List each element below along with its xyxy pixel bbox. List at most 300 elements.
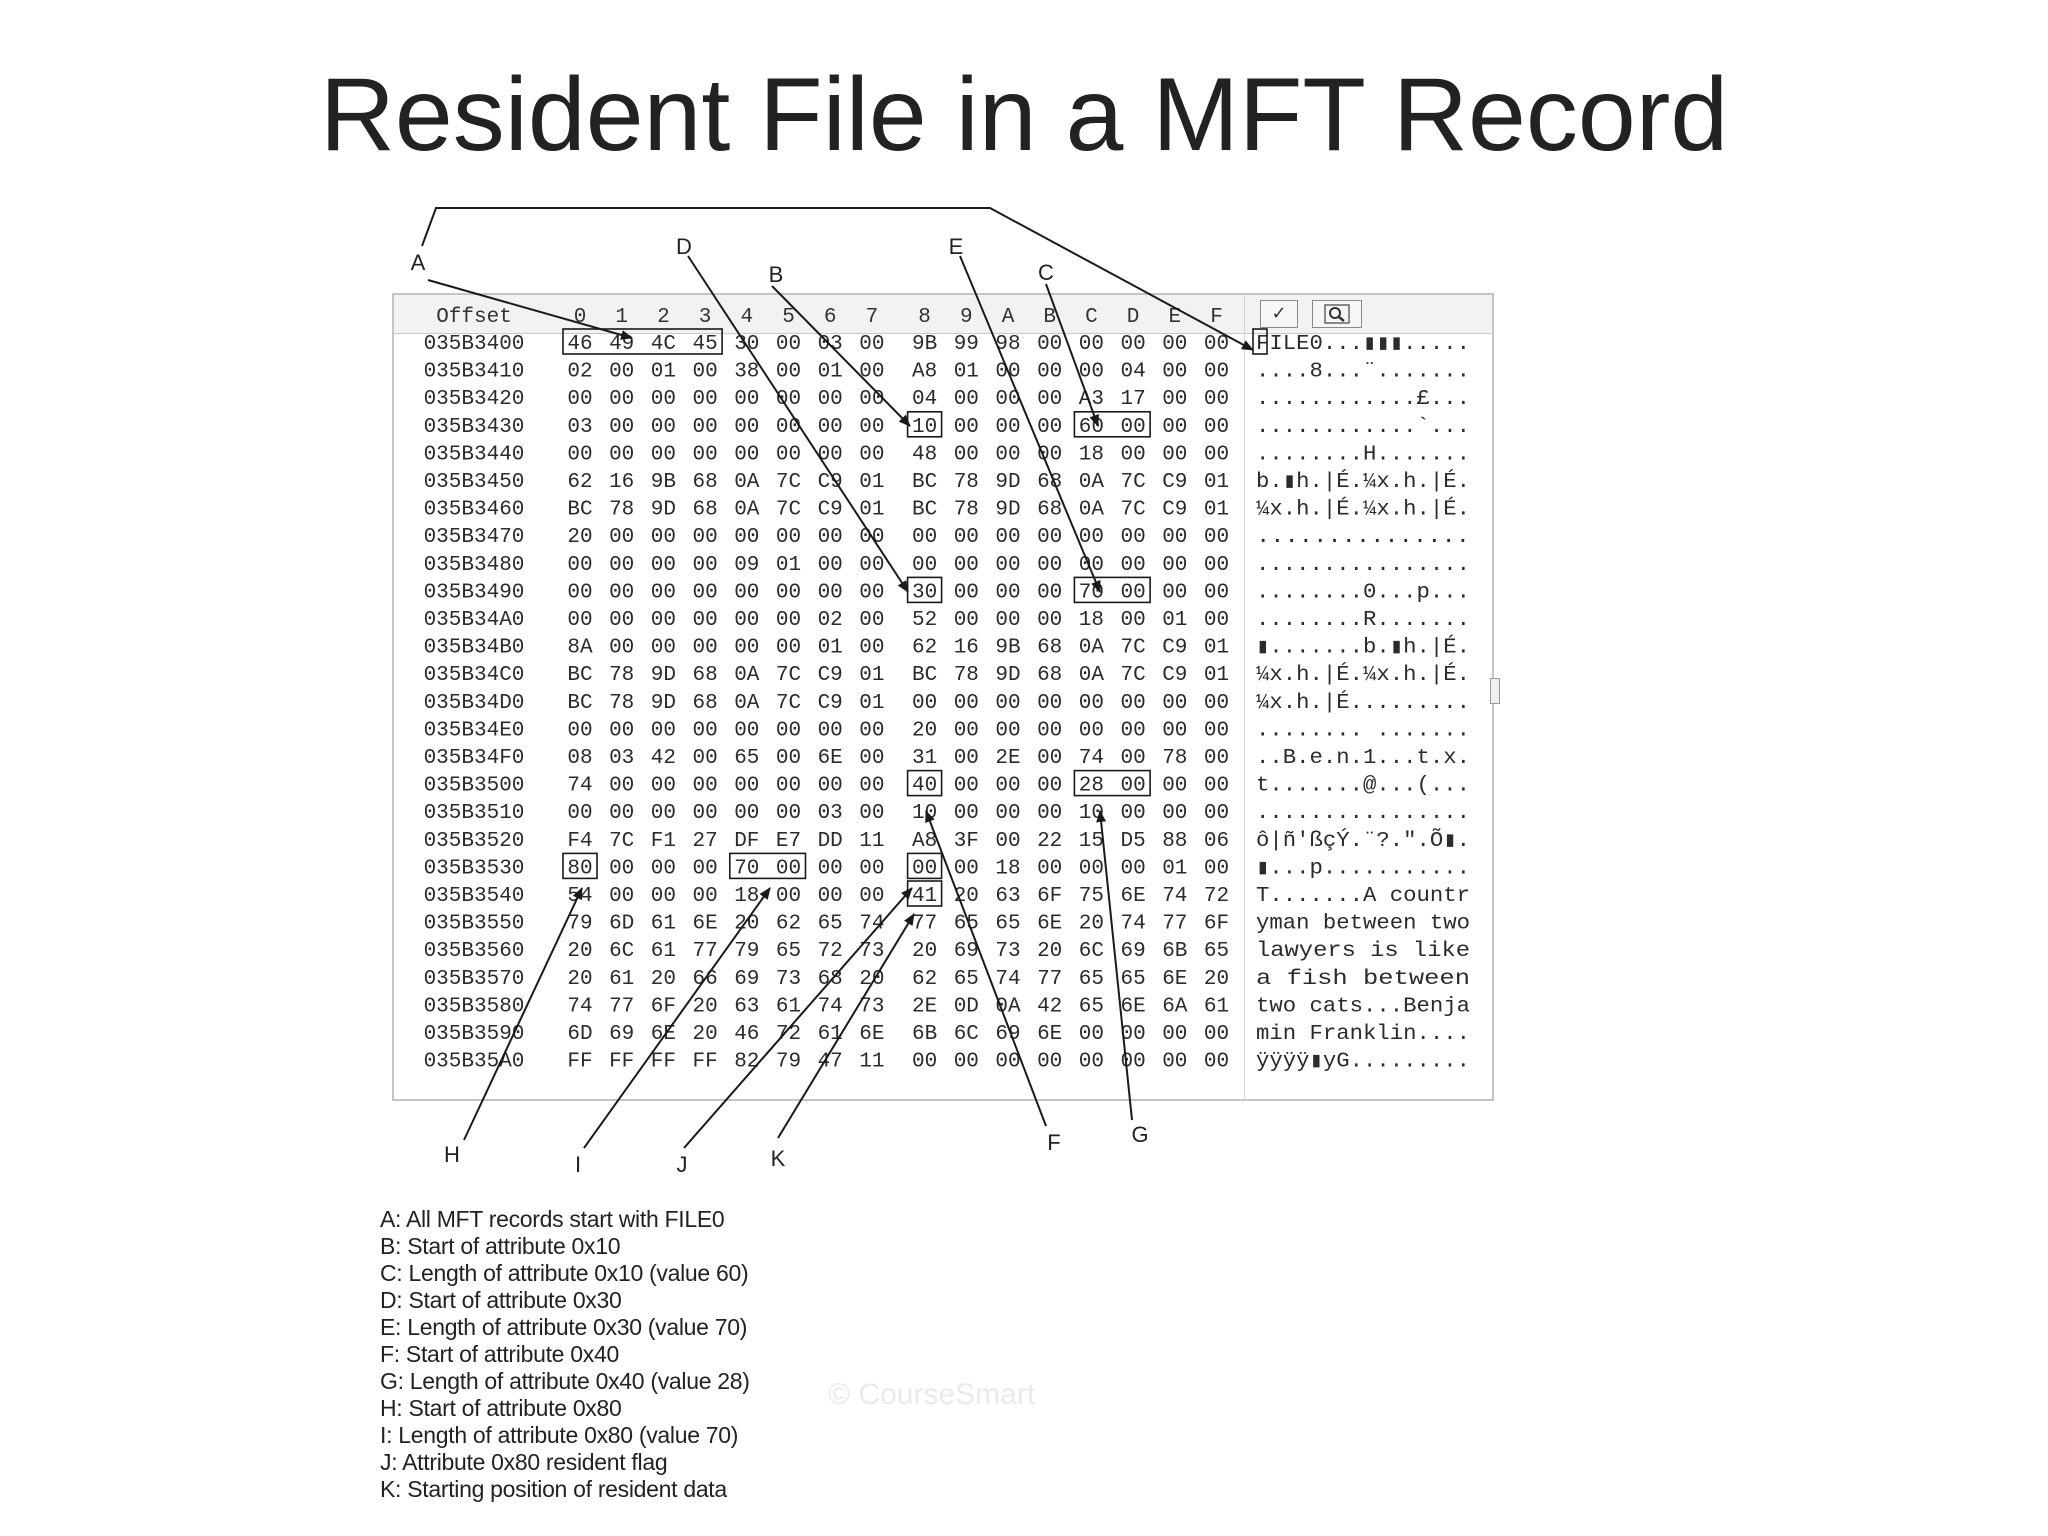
hex-byte: 66 — [692, 967, 718, 991]
callout-line-f — [926, 811, 1046, 1126]
hex-byte: A8 — [911, 829, 938, 853]
hex-byte: 11 — [859, 1050, 885, 1074]
hex-byte: 7C — [775, 691, 802, 715]
hex-byte: 7C — [775, 664, 802, 688]
column-header: 6 — [823, 306, 837, 329]
hex-byte: 00 — [650, 802, 677, 826]
hex-byte: 00 — [911, 857, 938, 881]
hex-byte: 00 — [609, 609, 635, 632]
hex-byte: 00 — [953, 388, 979, 412]
ascii-text: yman between two — [1256, 912, 1470, 936]
hex-byte: 61 — [817, 1023, 843, 1046]
callout-label-c: C — [1038, 260, 1054, 285]
hex-byte: 00 — [692, 857, 718, 881]
hex-byte: 46 — [567, 333, 593, 356]
hex-byte: 61 — [775, 995, 802, 1019]
hex-byte: 65 — [995, 912, 1021, 936]
hex-byte: 61 — [650, 940, 677, 964]
hex-byte: 00 — [817, 443, 843, 467]
row-offset: 035B3560 — [423, 940, 525, 964]
hex-byte: 00 — [1120, 857, 1146, 881]
hex-byte: 61 — [609, 967, 635, 991]
hex-byte: 22 — [1037, 829, 1063, 853]
hex-byte: 00 — [953, 802, 979, 826]
hex-byte: 6E — [1120, 995, 1146, 1019]
hex-byte: 00 — [1120, 1050, 1146, 1074]
hex-byte: 00 — [609, 553, 635, 577]
callout-label-h: H — [444, 1142, 460, 1167]
hex-byte: 00 — [1120, 1023, 1146, 1046]
hex-byte: 0A — [1078, 498, 1105, 522]
hex-byte: 2E — [995, 747, 1021, 770]
hex-byte: 10 — [1078, 802, 1105, 826]
hex-byte: 60 — [1078, 415, 1105, 439]
hex-byte: 00 — [859, 747, 885, 770]
callout-label-g: G — [1131, 1122, 1149, 1147]
hex-byte: 01 — [859, 691, 885, 715]
callout-label-a: A — [410, 250, 426, 275]
hex-byte: 63 — [734, 995, 760, 1019]
hex-byte: 00 — [1037, 802, 1063, 826]
hex-byte: 30 — [734, 333, 760, 356]
hex-byte: 00 — [1037, 388, 1063, 412]
hex-byte: 00 — [1037, 719, 1063, 743]
hex-byte: 9D — [995, 498, 1021, 522]
hex-byte: 7C — [1120, 664, 1146, 688]
hex-row — [424, 333, 1470, 356]
hex-byte: 65 — [953, 912, 979, 936]
ascii-text: a fish between — [1256, 967, 1470, 991]
hex-byte: 00 — [1203, 388, 1230, 412]
hex-byte: 00 — [1203, 747, 1230, 770]
hex-byte: 00 — [1203, 526, 1230, 550]
hex-byte: 78 — [609, 498, 635, 522]
hex-byte: 74 — [1120, 912, 1146, 936]
hex-row — [424, 443, 1470, 466]
hex-byte: 65 — [1120, 967, 1146, 991]
hex-byte: 00 — [1162, 581, 1188, 605]
hex-byte: 20 — [567, 526, 593, 550]
hex-byte: 00 — [1120, 443, 1146, 467]
hex-byte: 00 — [609, 802, 635, 826]
hex-byte: 01 — [1203, 471, 1230, 494]
hex-byte: 00 — [1037, 415, 1063, 439]
hex-byte: 00 — [1120, 609, 1146, 632]
hex-byte: 77 — [1162, 912, 1188, 936]
hex-byte: 00 — [734, 719, 760, 743]
hex-byte: 01 — [859, 498, 885, 522]
hex-byte: 00 — [1162, 719, 1188, 743]
hex-row — [424, 775, 1470, 798]
hex-byte: 9B — [911, 333, 938, 356]
hex-byte: FF — [650, 1050, 677, 1074]
hex-byte: 41 — [911, 885, 938, 908]
hex-byte: 00 — [859, 581, 885, 605]
hex-byte: C9 — [1162, 664, 1188, 688]
hex-byte: 00 — [734, 526, 760, 550]
ascii-text: ....8...¨....... — [1256, 360, 1470, 384]
hex-row — [424, 968, 1470, 991]
hex-byte: 00 — [775, 636, 802, 660]
hex-byte: 00 — [775, 774, 802, 798]
column-header: 4 — [740, 306, 754, 329]
hex-byte: 74 — [1078, 747, 1105, 770]
hex-byte: 4C — [650, 333, 677, 356]
legend-item: D: Start of attribute 0x30 — [380, 1287, 622, 1313]
hex-byte: 00 — [953, 553, 979, 577]
hex-byte: 00 — [817, 526, 843, 550]
hex-byte: 20 — [692, 995, 718, 1019]
hex-byte: 00 — [995, 388, 1021, 412]
hex-byte: 01 — [953, 360, 979, 384]
row-offset: 035B3540 — [423, 885, 525, 908]
hex-byte: 74 — [817, 995, 843, 1019]
hex-byte: 00 — [1162, 774, 1188, 798]
hex-byte: 01 — [817, 636, 843, 660]
hex-byte: 00 — [817, 885, 843, 908]
hex-byte: 00 — [859, 609, 885, 632]
hex-row — [424, 636, 1470, 660]
hex-byte: 80 — [567, 857, 593, 881]
check-icon: ✓ — [1271, 303, 1287, 324]
row-offset: 035B3450 — [423, 471, 525, 494]
hex-byte: 00 — [1078, 691, 1105, 715]
hex-byte: 00 — [859, 636, 885, 660]
hex-byte: 00 — [609, 388, 635, 412]
hex-byte: 0A — [1078, 664, 1105, 688]
hex-row — [424, 913, 1470, 936]
hex-byte: 20 — [567, 940, 593, 964]
hex-byte: 00 — [953, 719, 979, 743]
hex-byte: 00 — [911, 1050, 938, 1074]
hex-byte: 00 — [995, 774, 1021, 798]
hex-byte: 65 — [953, 967, 979, 991]
hex-byte: 00 — [1037, 333, 1063, 356]
hex-byte: 79 — [567, 912, 593, 936]
hex-byte: 00 — [1037, 857, 1063, 881]
hex-byte: 00 — [1162, 388, 1188, 412]
column-header: F — [1210, 306, 1223, 329]
hex-byte: 00 — [1037, 581, 1063, 605]
hex-byte: 40 — [911, 774, 938, 798]
column-header: B — [1043, 306, 1057, 329]
hex-byte: 01 — [859, 471, 885, 494]
hex-byte: 00 — [775, 333, 802, 356]
hex-byte: 00 — [775, 747, 802, 770]
row-offset: 035B34B0 — [423, 636, 525, 660]
hex-byte: 20 — [859, 967, 885, 991]
row-offset: 035B3460 — [423, 498, 525, 522]
hex-byte: 30 — [911, 581, 938, 605]
hex-byte: 00 — [817, 857, 843, 881]
hex-byte: 47 — [817, 1050, 843, 1074]
hex-byte: 00 — [692, 443, 718, 467]
hex-byte: 00 — [1203, 1050, 1230, 1074]
hex-row — [424, 1023, 1470, 1046]
hex-byte: 68 — [692, 691, 718, 715]
hex-byte: 74 — [859, 912, 885, 936]
hex-byte: 00 — [692, 719, 718, 743]
callout-label-b: B — [768, 262, 784, 287]
hex-byte: 00 — [650, 443, 677, 467]
hex-byte: 00 — [567, 581, 593, 605]
hex-byte: 00 — [995, 609, 1021, 632]
hex-byte: 00 — [1037, 774, 1063, 798]
hex-byte: 00 — [1203, 415, 1230, 439]
legend-item: J: Attribute 0x80 resident flag — [380, 1449, 668, 1475]
hex-byte: 00 — [817, 415, 843, 439]
hex-byte: 7C — [775, 471, 802, 494]
hex-byte: 00 — [1203, 691, 1230, 715]
hex-byte: 77 — [692, 940, 718, 964]
hex-byte: 9D — [995, 664, 1021, 688]
hex-byte: C9 — [1162, 471, 1188, 494]
hex-byte: 7C — [1120, 471, 1146, 494]
hex-row — [424, 857, 1470, 880]
hex-byte: 65 — [775, 940, 802, 964]
legend-item: H: Start of attribute 0x80 — [380, 1395, 622, 1421]
hex-byte: 6E — [1120, 885, 1146, 908]
hex-byte: 68 — [1037, 498, 1063, 522]
ascii-text: ................ — [1256, 553, 1470, 577]
hex-byte: 00 — [859, 443, 885, 467]
hex-byte: 00 — [1078, 1050, 1105, 1074]
hex-byte: 62 — [775, 912, 802, 936]
hex-byte: 00 — [859, 333, 885, 356]
hex-byte: 00 — [1203, 774, 1230, 798]
hex-byte: 68 — [1037, 664, 1063, 688]
row-offset: 035B34F0 — [423, 747, 525, 770]
row-offset: 035B34C0 — [423, 664, 525, 688]
hex-byte: D5 — [1120, 829, 1146, 853]
legend-item: A: All MFT records start with FILE0 — [380, 1206, 725, 1232]
hex-byte: FF — [609, 1050, 635, 1074]
hex-byte: 00 — [692, 553, 718, 577]
hex-byte: 73 — [995, 940, 1021, 964]
row-offset: 035B3410 — [423, 360, 525, 384]
hex-byte: 01 — [859, 664, 885, 688]
hex-byte: 7C — [1120, 498, 1146, 522]
hex-byte: 00 — [953, 691, 979, 715]
hex-byte: DD — [817, 829, 843, 853]
hex-byte: 00 — [953, 747, 979, 770]
legend-item: E: Length of attribute 0x30 (value 70) — [380, 1314, 748, 1340]
hex-byte: 00 — [775, 802, 802, 826]
hex-byte: 00 — [692, 636, 718, 660]
hex-byte: 01 — [1162, 857, 1188, 881]
hex-byte: 62 — [911, 636, 938, 660]
hex-byte: 27 — [692, 829, 718, 853]
hex-row — [424, 361, 1470, 384]
hex-byte: 18 — [734, 885, 760, 908]
hex-byte: 00 — [1120, 526, 1146, 550]
hex-byte: 00 — [995, 719, 1021, 743]
ascii-text: two cats...Benja — [1256, 995, 1470, 1019]
hex-byte: 45 — [692, 333, 718, 356]
hex-byte: 79 — [775, 1050, 802, 1074]
hex-byte: 00 — [859, 774, 885, 798]
hex-byte: 78 — [953, 471, 979, 494]
hex-byte: 31 — [911, 747, 938, 770]
hex-byte: 00 — [1078, 333, 1105, 356]
hex-byte: 20 — [1037, 940, 1063, 964]
hex-byte: 00 — [1203, 443, 1230, 467]
hex-byte: 00 — [859, 719, 885, 743]
hex-row — [424, 609, 1470, 632]
hex-row — [424, 416, 1470, 439]
hex-byte: 00 — [734, 609, 760, 632]
hex-row — [424, 526, 1470, 549]
hex-byte: 00 — [609, 636, 635, 660]
hex-byte: BC — [567, 498, 593, 522]
hex-byte: 88 — [1162, 829, 1188, 853]
hex-byte: C9 — [817, 498, 843, 522]
hex-byte: 00 — [734, 636, 760, 660]
hex-byte: 00 — [1037, 360, 1063, 384]
hex-byte: FF — [567, 1050, 593, 1074]
hex-row — [424, 663, 1470, 687]
hex-byte: 20 — [911, 719, 938, 743]
hex-row — [424, 719, 1470, 742]
hex-byte: 00 — [734, 415, 760, 439]
hex-byte: 74 — [1162, 885, 1188, 908]
hex-byte: 00 — [1162, 802, 1188, 826]
hex-byte: 00 — [817, 581, 843, 605]
hex-byte: 00 — [650, 581, 677, 605]
hex-byte: 00 — [734, 388, 760, 412]
hex-byte: 02 — [567, 360, 593, 384]
hex-byte: 78 — [953, 664, 979, 688]
hex-byte: 68 — [692, 471, 718, 494]
hex-byte: 00 — [859, 360, 885, 384]
hex-byte: 68 — [1037, 471, 1063, 494]
hex-byte: 68 — [1037, 636, 1063, 660]
hex-byte: 06 — [1203, 829, 1230, 853]
hex-byte: E7 — [775, 829, 802, 853]
hex-byte: C9 — [817, 471, 843, 494]
hex-byte: 00 — [650, 885, 677, 908]
hex-byte: 42 — [650, 747, 677, 770]
row-offset: 035B3530 — [423, 857, 525, 881]
hex-byte: 00 — [692, 747, 718, 770]
hex-byte: F4 — [567, 829, 593, 853]
hex-byte: 9B — [995, 636, 1021, 660]
hex-byte: 7C — [1120, 636, 1146, 660]
hex-byte: 00 — [692, 609, 718, 632]
hex-byte: 00 — [609, 360, 635, 384]
hex-byte: 72 — [775, 1023, 802, 1046]
hex-byte: 78 — [1162, 747, 1188, 770]
hex-byte: 00 — [1162, 360, 1188, 384]
hex-byte: 20 — [1078, 912, 1105, 936]
hex-byte: 00 — [609, 885, 635, 908]
hex-byte: F1 — [650, 829, 677, 853]
hex-byte: 00 — [775, 857, 802, 881]
hex-byte: 6E — [650, 1023, 677, 1046]
hex-byte: 00 — [1162, 443, 1188, 467]
row-offset: 035B3520 — [423, 829, 525, 853]
hex-byte: 38 — [734, 360, 760, 384]
hex-byte: 00 — [692, 885, 718, 908]
hex-byte: 00 — [775, 581, 802, 605]
hex-byte: 49 — [609, 333, 635, 356]
legend — [380, 1206, 750, 1503]
row-offset: 035B35A0 — [423, 1050, 525, 1074]
hex-byte: 00 — [1037, 1050, 1063, 1074]
hex-byte: 00 — [1203, 609, 1230, 632]
hex-byte: 00 — [1120, 415, 1146, 439]
hex-byte: 6A — [1162, 995, 1188, 1019]
hex-byte: 01 — [650, 360, 677, 384]
legend-item: F: Start of attribute 0x40 — [380, 1341, 619, 1367]
hex-byte: 6E — [1037, 912, 1063, 936]
row-offset: 035B3480 — [423, 553, 525, 577]
hex-byte: 6E — [817, 747, 843, 770]
hex-byte: 69 — [953, 940, 979, 964]
hex-byte: 0A — [734, 691, 760, 715]
hex-row — [424, 885, 1470, 908]
hex-byte: 15 — [1078, 829, 1105, 853]
hex-byte: 98 — [995, 333, 1021, 356]
hex-byte: BC — [567, 664, 593, 688]
hex-byte: 70 — [1078, 581, 1105, 605]
ascii-text: ¼x.h.|É.¼x.h.|É. — [1256, 664, 1458, 688]
hex-byte: 00 — [1037, 526, 1063, 550]
hex-byte: 00 — [734, 802, 760, 826]
hex-byte: 10 — [911, 802, 938, 826]
hex-byte: 74 — [567, 774, 593, 798]
hex-byte: 6B — [911, 1023, 938, 1046]
hex-byte: 03 — [817, 802, 843, 826]
hex-byte: 46 — [734, 1023, 760, 1046]
hex-row — [424, 691, 1470, 715]
hex-byte: 0D — [953, 995, 979, 1019]
row-offset: 035B34E0 — [423, 719, 525, 743]
hex-byte: 00 — [995, 443, 1021, 467]
hex-byte: 6F — [1203, 912, 1230, 936]
hex-byte: C9 — [817, 664, 843, 688]
hex-byte: 6F — [650, 995, 677, 1019]
hex-byte: 20 — [692, 1023, 718, 1046]
column-header: A — [1001, 306, 1015, 329]
hex-byte: 00 — [1120, 802, 1146, 826]
hex-byte: 03 — [609, 747, 635, 770]
hex-byte: 00 — [859, 885, 885, 908]
legend-item: B: Start of attribute 0x10 — [380, 1233, 621, 1259]
hex-byte: 00 — [911, 526, 938, 550]
hex-byte: 69 — [1120, 940, 1146, 964]
hex-byte: 6C — [609, 940, 635, 964]
hex-byte: 00 — [953, 526, 979, 550]
hex-byte: 03 — [817, 333, 843, 356]
hex-row — [424, 1051, 1470, 1074]
hex-row — [424, 470, 1470, 494]
hex-byte: 18 — [1078, 609, 1105, 632]
hex-byte: 6E — [859, 1023, 885, 1046]
column-header: 1 — [615, 306, 629, 329]
hex-byte: 00 — [567, 443, 593, 467]
hex-byte: 00 — [692, 802, 718, 826]
ascii-text: ▮...p........... — [1256, 857, 1470, 881]
hex-byte: 69 — [995, 1023, 1021, 1046]
hex-byte: 00 — [1120, 581, 1146, 605]
ascii-text: ........R....... — [1256, 609, 1470, 632]
hex-byte: 78 — [609, 691, 635, 715]
hex-byte: 7C — [609, 829, 635, 853]
hex-byte: 00 — [775, 885, 802, 908]
hex-byte: 00 — [734, 581, 760, 605]
hex-byte: 62 — [911, 967, 938, 991]
